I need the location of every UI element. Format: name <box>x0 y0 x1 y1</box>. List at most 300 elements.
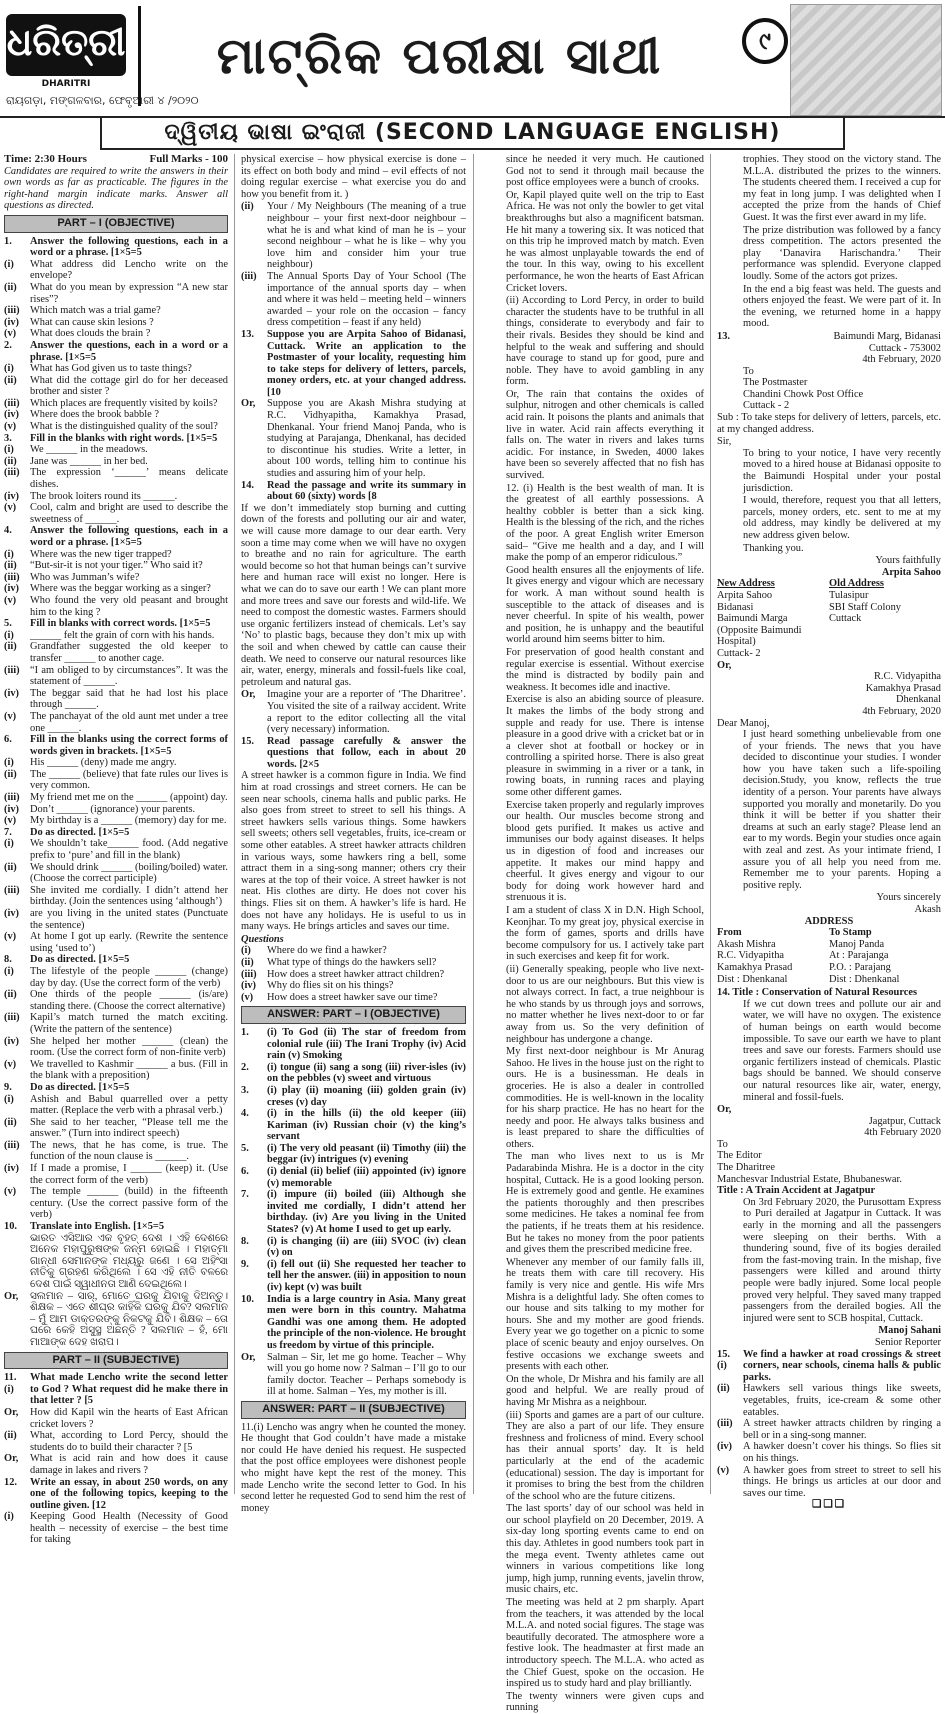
item-number: (i) <box>4 629 14 641</box>
paragraph: The prize distribution was followed by a fancy dress competition. The actors presented the play ‘Danavira Harischandra.’ Their performance was splendid. Everyone clapped loudly. Some of the actors got prizes. <box>743 224 941 282</box>
item-text: A hawker doesn’t cover his things. So flies sit on his things. <box>743 1441 941 1464</box>
question-item <box>4 595 228 618</box>
question-item <box>4 456 228 468</box>
item-number: (ii) <box>4 281 17 293</box>
item-text: (i) play (ii) moaning (iii) golden grain (iv) creses (v) day <box>267 1084 466 1108</box>
question-item <box>4 340 228 363</box>
instructions: Candidates are required to write the answers in their own words as far as practicable. The figures in the right-hand margin indicate marks. Answer all questions as directed. <box>4 165 228 212</box>
question-item <box>4 525 228 548</box>
item-number: (i) <box>4 548 14 560</box>
item-number: (ii) <box>241 956 254 968</box>
item-text: How does a street hawker save our time? <box>267 991 438 1003</box>
question-item <box>4 792 228 804</box>
item-number: (ii) <box>241 201 254 213</box>
question-item <box>4 421 228 433</box>
item-text: The panchayat of the old aunt met under a tree one ______. <box>30 710 228 734</box>
question-item <box>4 549 228 561</box>
item-text: The lifestyle of the people ______ (change) day by day. (Use the correct form of the verb) <box>30 965 228 989</box>
address-cell <box>829 648 941 660</box>
paragraph: The twenty winners were given cups and running <box>506 1690 704 1714</box>
question-item <box>4 1430 228 1453</box>
item-number: 5. <box>241 1142 249 1154</box>
item-text: One thirds of the people ______ (is/are) standing there. (Choose the correct alternative) <box>30 989 228 1012</box>
item-text: The Annual Sports Day of Your School (The importance of the annual sports day – when and where it was held – meeting held – winners awarded – your role on the occasion – fancy dress competition – feast if any held) <box>267 270 466 329</box>
item-text: Do as directed. [1×5=5 <box>30 1081 130 1093</box>
letter-closing: Yours faithfully <box>875 555 941 567</box>
question-item <box>4 630 228 642</box>
address-header <box>717 578 941 590</box>
passage-summary: If we don’t immediately stop burning and cutting down of the forests and polluting our air and water, we will cause more damage to our dear earth. Very soon a time may come when we will have no oxygen to breathe and no rain for agriculture. The earth would become so hot that human beings can’t survive here and human race will exist no longer. Here is what we can do to save our earth ! We can plant more and more trees and save our forests and wild-life. We need to compost the domestic wastes. Farmers should use organic fertilizers instead of chemicals. Let’s say ‘No’ to plastic bags, because they don’t mix up with the soil and when chewed by cattle can cause their death. We need to conserve our natural resources like air, water, energy, minerals and fossil-fuels like coal, petroleum and natural gas. <box>241 502 466 688</box>
item-number: (iii) <box>241 968 257 980</box>
address-row <box>717 927 941 939</box>
question-item <box>241 992 466 1004</box>
paragraph: Whenever any member of our family falls ill, he treats them with care till recovery. His family is very nice and gentle. His wife Mrs Mishra is a delightful lady. She often comes to our house and sits talking to my mother for hours. She and my mother are good friends. Every year we go together on a picnic to some place of scenic beauty and enjoy ourselves. On festive occasions we exchange sweets and presents with each other. <box>506 1256 704 1373</box>
item-number: (iii) <box>4 1012 20 1024</box>
item-number: (v) <box>717 1464 730 1476</box>
address-table <box>717 578 941 659</box>
item-number: (v) <box>4 328 17 340</box>
item-text: The news, that he has come, is true. The function of the noun clause is ______. <box>30 1139 228 1163</box>
question-item <box>241 736 466 771</box>
item-text: ______ felt the grain of corn with his hands. <box>30 629 215 641</box>
address-cell: Bidanasi <box>717 601 754 613</box>
question-item <box>241 1189 466 1235</box>
item-text: We ______ in the meadows. <box>30 444 148 456</box>
item-text: A hawker goes from street to street to sell his things. He brings us articles at our door and saves our time. <box>743 1464 941 1499</box>
item-number: (ii) <box>4 768 17 780</box>
text-line: 4th February, 2020 <box>862 705 941 717</box>
item-text: The expression ‘______’ means delicate dishes. <box>30 467 228 491</box>
question-item <box>4 1233 228 1291</box>
paragraph: Good health ensures all the enjoyments of life. It gives energy and vigour which are necessary for work. A man without sound health is susceptible to the attack of diseases and is never cheerful. In spite of his wealth, power and position, he is unhappy and the beautiful world around him seems bitter to him. <box>506 564 704 646</box>
question-item <box>4 885 228 908</box>
letter-from: Baimundi Marg, Bidanasi <box>833 330 941 342</box>
paragraph: Exercise taken properly and regularly improves our health. Our muscles become strong and blood gets purified. It makes us active and immunises our body against diseases. It helps us in digestion of food and increases our appetite. It makes our mind happy and cheerful. It gives energy and vigour to our body for doing work however hard and strenuous it is. <box>506 799 704 904</box>
item-text: What did the cottage girl do for her deceased brother and sister ? <box>30 374 228 398</box>
item-number: 14. <box>241 479 254 491</box>
item-text: His ______ (deny) made me angry. <box>30 757 177 769</box>
question-item <box>4 1059 228 1082</box>
item-number: (iii) <box>4 467 20 479</box>
report-recipient <box>717 1139 941 1185</box>
page-title: ମାଟ୍ରିକ ପରୀକ୍ଷା ସାଥୀ <box>138 6 738 106</box>
text-line: Jagatpur, Cuttack <box>868 1115 941 1127</box>
item-number: (v) <box>4 421 17 433</box>
question-item <box>4 363 228 375</box>
address-row <box>717 613 941 625</box>
item-text: We shouldn’t take______ food. (Add negative prefix to ‘pure’ and fill in the blank) <box>30 838 228 862</box>
item-number: (iii) <box>4 1139 20 1151</box>
question-item <box>717 1383 941 1418</box>
item-text: Where was the beggar working as a singer? <box>30 583 211 595</box>
letter2-salutation: Dear Manoj, <box>717 717 770 729</box>
item-number: Or, <box>241 689 256 701</box>
question-item <box>4 1012 228 1035</box>
part-2-heading: PART – II (SUBJECTIVE) <box>4 1352 228 1370</box>
question-item <box>241 980 466 992</box>
item-number: (iv) <box>4 687 20 699</box>
question-item <box>4 560 228 572</box>
item-number: 4. <box>4 525 12 537</box>
address-cell: (Opposite Baimundi Hospital) <box>717 624 802 648</box>
item-number: Or, <box>4 1453 19 1465</box>
item-number: (i) <box>4 444 14 456</box>
paragraph: Thanking you. <box>743 542 804 554</box>
paragraph: The man who lives next to us is Mr Padarabinda Mishra. He is a doctor in the city hospital, Cuttack. He is a good looking person. He is extremely good and gentle. He examines the patients thoroughly and then prescribes some medicines. He takes a nominal fee from the patients, if he treats them at his residence. But he takes no money from the poor patients and gives them the prescribed medicine free. <box>506 1151 704 1256</box>
item-text: We find a hawker at road crossings & street corners, near schools, cinema halls & public parks. <box>743 1348 941 1383</box>
item-text: are you living in the united states (Punctuate the sentence) <box>30 908 228 931</box>
item-text: Suppose you are Arpita Sahoo of Bidanasi, Cuttack. Write an application to the Postmaster of your locality, requesting him to take steps for delivery of letters, parcels, money orders, etc. at your changed address. [10 <box>267 328 466 398</box>
item-number: (ii) <box>4 989 17 1001</box>
question-item <box>241 1236 466 1259</box>
question-item <box>4 1291 228 1349</box>
question-item <box>4 1082 228 1094</box>
item-text: If I made a promise, I ______ (keep) it. (Use the correct form of the verb) <box>30 1163 228 1186</box>
question-item <box>717 1465 941 1500</box>
paragraph: (ii) Generally speaking, people who live next-door to us are our neighbours. But this view is not always correct. In fact, a true neighbour is he who stands by us through joys and sorrows, no matter whether he lives next-door to or far away from us. So the very definition of neighbour has undergone a change. <box>506 963 704 1045</box>
report-body: On 3rd February 2020, the Purusottam Express to Puri derailed at Jagatpur in Cuttack. It was early in the morning and all the passengers were sleeping on their berths. With a thundering sound, five of its bogies derailed from the fast-moving train. In the mishap, five passengers were killed and around thirty people were badly injured. Some local people proved very helpful. They saved many trapped passengers from the derailed bogies. All the injured were sent to SCB hospital, Cuttack. <box>743 1196 941 1324</box>
question-item <box>4 409 228 421</box>
item-number: (iii) <box>241 270 257 282</box>
item-number: (iii) <box>4 884 20 896</box>
letter2-body: I just heard something unbelievable from one of your friends. The news that you have decided to discontinue your studies. I wonder how you have taken such a life-spoiling decision.Study, you know, reflects the true identity of a person. Your parents have always supported you morally and monetarily. Do you think it will be better if you shatter their dreams at such an early stage? Please lend an ear to my words. Begin your studies once again with zeal and zest. As your intimate friend, I assure you of all help you need from me. Remember me to your parents. Hoping a positive reply. <box>743 729 941 891</box>
item-text: Fill in blanks with correct words. [1×5=5 <box>30 618 211 630</box>
item-number: 1. <box>4 235 12 247</box>
address-cell: Kamakhya Prasad <box>717 961 793 973</box>
time-label: Time: 2:30 Hours <box>4 153 87 165</box>
item-text: My birthday is a ______ (memory) day for me. <box>30 815 227 827</box>
answer-15-list <box>717 1349 941 1500</box>
address-row <box>717 648 941 660</box>
item-number: (iv) <box>4 1035 20 1047</box>
address-row <box>717 974 941 986</box>
letter-date: 4th February, 2020 <box>862 354 941 366</box>
item-number: (i) <box>4 965 14 977</box>
address-cell: Baimundi Marga <box>717 613 788 625</box>
item-number: 5. <box>4 618 12 630</box>
question-item <box>717 1418 941 1441</box>
address-cell: Cuttack <box>829 613 862 625</box>
item-number: (ii) <box>4 861 17 873</box>
question-item <box>241 689 466 735</box>
salutation: Sir, <box>717 436 732 448</box>
item-text: What made Lencho write the second letter to God ? What request did he make there in that letter ? [5 <box>30 1372 228 1407</box>
item-number: (v) <box>4 1186 17 1198</box>
address-heading: New Address <box>717 578 775 590</box>
or-label: Or, <box>717 659 732 671</box>
question-item <box>4 1140 228 1163</box>
item-text: Read passage carefully & answer the questions that follow, each in about 20 words. [2×5 <box>267 735 466 770</box>
item-text: (i) To God (ii) The star of freedom from colonial rule (iii) The Irani Trophy (iv) Acid rain (v) Smoking <box>267 1026 466 1062</box>
item-text: “I am obliged to by circumstances”. It was the statement of ______. <box>30 664 228 688</box>
item-text: (i) tongue (ii) sang a song (iii) river-isles (iv) on the pebbles (v) sweet and virtuous <box>267 1061 466 1085</box>
item-number: (iv) <box>4 1163 20 1175</box>
question-item <box>4 375 228 398</box>
item-text: (i) The very old peasant (ii) Timothy (iii) the beggar (iv) intrigues (v) evening <box>267 1142 466 1166</box>
newspaper-logo: ଧରିତ୍ରୀ DHARITRI <box>6 14 126 76</box>
reporter-name: Manoj Sahani <box>878 1325 941 1337</box>
item-text: What, according to Lord Percy, should the students do to build their character ? [5 <box>30 1430 228 1453</box>
question-list-2 <box>4 1372 228 1546</box>
question-item <box>241 398 466 479</box>
question-item <box>4 305 228 317</box>
masthead <box>0 0 945 118</box>
answer-part-1-heading: ANSWER: PART – I (OBJECTIVE) <box>241 1006 466 1024</box>
item-text: Kapil’s match turned the match exciting. (Write the pattern of the sentence) <box>30 1012 228 1035</box>
item-number: 8. <box>4 954 12 966</box>
paragraph: (ii) According to Lord Percy, in order to build character the students have to be truthful in all things, considerate to everybody and fair to their rivals. Besides they should be kind and helpful to the weak and suffering and should have courage to stand up for good, pure and noble. They have to avoid gambling in any form. <box>506 295 704 388</box>
letter2-closing: Yours sincerely <box>876 892 941 904</box>
item-text: My friend met me on the ______ (appoint) day. <box>30 792 228 804</box>
paragraph: Exercise is also an abiding source of pleasure. It makes the limbs of the body strong and supple and ready for use. There is intense pleasure in a good drive with a cricket bat or in a clever shot at football or hockey or in controlling a spirited horse. There is also great pleasure in swimming in a river or a tank, in rowing boats, in running races and playing some other different games. <box>506 694 704 799</box>
paragraph: trophies. They stood on the victory stand. The M.L.A. distributed the prizes to the winners. The students cheered them. I received a cup for my feat in long jump. I was delighted when I accepted the prize from the hands of Chief Guest. It was the first ever award in my life. <box>743 154 941 223</box>
item-number: (iv) <box>717 1441 733 1453</box>
item-text: Translate into English. [1×5=5 <box>30 1221 165 1233</box>
question-item <box>241 1062 466 1085</box>
column-1 <box>4 153 228 1546</box>
item-number: 10. <box>4 1221 17 1233</box>
item-number: (iv) <box>4 803 20 815</box>
letter-signature: Arpita Sahoo <box>881 566 941 578</box>
item-text: Who found the very old peasant and brought him to the king ? <box>30 594 228 618</box>
question-item <box>4 282 228 305</box>
item-number: (i) <box>4 258 14 270</box>
item-number: (i) <box>4 757 14 769</box>
item-text: Who was Jumman’s wife? <box>30 571 140 583</box>
question-item <box>4 1453 228 1476</box>
item-number: (v) <box>4 502 17 514</box>
item-number: (iv) <box>4 908 20 919</box>
item-number: Or, <box>4 1290 19 1302</box>
item-number: 15. (i) <box>717 1348 730 1372</box>
item-number: (iii) <box>717 1418 733 1430</box>
item-number: 11.(i) <box>4 1372 17 1395</box>
address-row <box>717 950 941 962</box>
question-item <box>4 989 228 1012</box>
paragraph: since he needed it very much. He cautioned God not to send it through mail because the post office employees were a bunch of crooks. <box>506 154 704 189</box>
students-photo <box>790 4 942 116</box>
item-number: Or, <box>241 1351 256 1363</box>
item-text: Which match was a trial game? <box>30 305 161 317</box>
question-item <box>4 908 228 931</box>
question-item <box>4 827 228 839</box>
address-cell: Cuttack- 2 <box>717 647 761 659</box>
letter-city: Cuttack - 753002 <box>868 342 941 354</box>
paragraph: I am a student of class X in D.N. High School, Keonjhar. To my great joy, physical exercise in the form of games, sports and drills have become compulsory for us. I actively take part in such exercises and keep fit for work. <box>506 905 704 963</box>
question-item <box>4 572 228 584</box>
item-number: 6. <box>241 1166 249 1178</box>
hawker-questions <box>241 945 466 1003</box>
text-line: Cuttack - 2 <box>743 400 790 412</box>
item-number: (iv) <box>241 980 257 992</box>
question-item <box>4 1221 228 1233</box>
text-line: To <box>717 1138 728 1150</box>
item-text: Your / My Neighbours (The meaning of a true neighbour – your first next-door neighbour – what he is and what kind of man he is – your second neighbour – what he is like – why you love him and consider him your true neighbour) <box>267 201 466 271</box>
letter-subject: Sub : To take steps for delivery of letters, parcels, etc. at my changed address. <box>717 412 941 435</box>
item-text: (i) denial (ii) belief (iii) appointed (iv) ignore (v) memorable <box>267 1166 466 1189</box>
item-number: 3. <box>241 1084 249 1096</box>
paragraph: In the end a big feast was held. The guests and others enjoyed the feast. We were part of it. In the evening, we returned home in a happy mood. <box>743 283 941 330</box>
question-item <box>241 1027 466 1062</box>
question-item <box>4 815 228 827</box>
question-list <box>241 201 466 502</box>
item-number: (iii) <box>4 664 20 676</box>
question-item <box>4 1163 228 1186</box>
item-number: (ii) <box>4 1116 17 1128</box>
reporter-role: Senior Reporter <box>874 1336 941 1348</box>
item-number: (ii) <box>4 641 17 653</box>
question-item <box>241 480 466 503</box>
question-item <box>241 1166 466 1189</box>
item-text: She helped her mother ______ (clean) the room. (Use the correct form of non-finite verb) <box>30 1035 228 1059</box>
item-text: How does a street hawker attract children? <box>267 968 445 980</box>
subject-heading: ଦ୍ୱିତୀୟ ଭାଷା ଇଂରାଜୀ (SECOND LANGUAGE ENGLISH) <box>100 118 845 150</box>
column-3 <box>480 154 704 1714</box>
address-cell: Tulasipur <box>829 589 869 601</box>
item-number: (i) <box>4 838 14 850</box>
column-rule <box>234 154 235 1494</box>
question-item <box>4 236 228 259</box>
item-text: Hawkers sell various things like sweets, vegetables, fruits, ice-cream & some other eatables. <box>743 1383 941 1418</box>
item-number: (v) <box>241 991 254 1003</box>
question-item <box>4 317 228 329</box>
paragraph: I would, therefore, request you that all letters, parcels, money orders, etc. sent to me at my old address, may kindly be delivered at my new address given below. <box>743 495 941 541</box>
item-number: 4. <box>241 1108 249 1120</box>
question-item <box>4 1407 228 1430</box>
item-text: Answer the following questions, each in a word or a phrase. [1×5=5 <box>30 525 228 548</box>
question-item <box>4 1477 228 1512</box>
letter2-from <box>717 671 941 717</box>
item-text: What has God given us to taste things? <box>30 363 192 375</box>
address-cell: From <box>717 927 742 939</box>
item-text: The beggar said that he had lost his place through ______. <box>30 687 228 711</box>
question-item <box>4 467 228 490</box>
item-text: Do as directed. [1×5=5 <box>30 826 130 838</box>
item-number: (iii) <box>4 397 20 409</box>
question-item <box>241 1108 466 1143</box>
item-text: The ______ (believe) that fate rules our lives is very common. <box>30 768 228 792</box>
item-text: What type of things do the hawkers sell? <box>267 956 437 968</box>
paragraph: For preservation of good health constant and regular exercise is essential. Without exercise the mind is distracted by bodily pain and weakness. It becomes idle and inactive. <box>506 646 704 693</box>
item-number: (v) <box>4 931 17 943</box>
question-item <box>717 1349 941 1384</box>
text-line: To <box>743 365 754 377</box>
item-text: Where does the brook babble ? <box>30 409 159 421</box>
item-number: (iii) <box>4 792 20 804</box>
item-text: Salman – Sir, let me go home. Teacher – Why will you go home now ? Salman – I’ll go to our family doctor. Teacher – Perhaps somebody is ill at home. Salman – Yes, my mother is ill. <box>267 1351 466 1398</box>
item-number: 8. <box>241 1235 249 1247</box>
question-item <box>241 969 466 981</box>
item-number: Or, <box>241 398 256 410</box>
text-line: The Editor <box>717 1150 762 1162</box>
end-mark: ❑❑❑ <box>812 1499 846 1511</box>
item-text: Write an essay, in about 250 words, on any one of the following topics, keeping to the outline given. [12 <box>30 1476 228 1511</box>
answer-list <box>241 1027 466 1398</box>
address-cell: Dist : Dhenkanal <box>829 973 900 985</box>
letter-body <box>717 448 941 554</box>
question-item <box>4 665 228 688</box>
item-text: “But-sir-it is not your tiger.” Who said it? <box>30 560 203 572</box>
item-text: Jane was ______ in her bed. <box>30 455 148 467</box>
item-text: What address did Lencho write on the envelope? <box>30 258 228 282</box>
essay-outline: physical exercise – how physical exercise is done – its effect on both body and mind – evil effects of not doing regular exercise – what exercise you do and how you benefit from it. ) <box>241 154 466 200</box>
text-line: The Postmaster <box>743 377 808 389</box>
item-text: India is a large country in Asia. Many great men were born in this country. Mahatma Gandhi was one among them. He adopted the principle of the non-violence. He brought us freedom by virtue of this principle. <box>267 1293 466 1351</box>
date-line: ରାୟଗଡ଼ା, ମଙ୍ଗଳବାର, ଫେବୃଆରୀ ୪ /୨୦୨୦ <box>6 94 199 107</box>
question-item <box>4 328 228 340</box>
answer-paragraphs <box>480 154 704 1714</box>
column-rule <box>473 154 474 1494</box>
question-item <box>4 688 228 711</box>
item-number: (i) <box>4 363 14 375</box>
address-row <box>717 939 941 951</box>
item-number: (iv) <box>4 490 20 502</box>
item-text: What is acid rain and how does it cause damage in lakes and rivers ? <box>30 1453 228 1476</box>
report-from <box>717 1116 941 1139</box>
question-item <box>4 838 228 861</box>
page-number: ୯ <box>742 18 788 64</box>
item-number: (i) <box>4 1093 14 1105</box>
item-number: 1. <box>241 1026 249 1038</box>
summary-text: If we cut down trees and pollute our air and water, we will have no oxygen. The existence of human beings on earth would become impossible. To save our earth we have to plant trees and save our forests. Farmers should use organic fertilizers instead of chemicals. Plastic bags should be banned. We should conserve our natural resources like air, water, energy, mineral and fossil-fuels. <box>743 998 941 1103</box>
question-item <box>4 259 228 282</box>
q13-number: 13. <box>717 330 730 342</box>
address-label: ADDRESS <box>804 915 854 927</box>
paragraph: Or, The rain that contains the oxides of sulphur, nitrogen and other chemicals is called acid rain. It poisons the plants and animals that live in water. Acid rain affects everything it falls on. The water in rivers and lakes turns acidic. For instance, in Sweden, 4000 lakes have been so severely affected that no fish has survived. <box>506 388 704 482</box>
question-item <box>4 641 228 664</box>
question-item <box>4 1511 228 1546</box>
question-item <box>241 1294 466 1352</box>
item-text: Fill in the blanks with right words. [1×5=5 <box>30 432 218 444</box>
item-number: (iii) <box>4 305 20 317</box>
text-line: 4th February 2020 <box>864 1127 941 1139</box>
item-text: ସଲମାନ – ସାର୍, ମୋତେ ଘରକୁ ଯିବାକୁ ଦିଅନ୍ତୁ। ଶିକ୍ଷକ – ଏତେ ଶୀଘ୍ର କାହିଁକି ଘରକୁ ଯିବ? ସଲମାନ – ମୁଁ ଆମ ଡାକ୍ତରଙ୍କୁ ନିକଟକୁ ଯିବି। ଶିକ୍ଷକ – ତୋ ଘରେ କେହି ଅସୁସ୍ଥ ଅଛନ୍ତି ? ସଲମାନ – ହଁ, ମୋ ମାଆଙ୍କ ଦେହ ଖରାପ। <box>30 1290 228 1348</box>
address-cell: R.C. Vidyapitha <box>717 950 785 962</box>
address-cell: Manoj Panda <box>829 938 885 950</box>
item-text: (i) is changing (ii) are (iii) SVOC (iv) clean (v) on <box>267 1235 466 1259</box>
item-number: 9. <box>241 1258 249 1270</box>
item-number <box>4 1233 26 1291</box>
paragraph: The meeting was held at 2 pm sharply. Apart from the teachers, it was attended by the local M.L.A. and noted social figures. The stage was beautifully decorated. The atmosphere wore a festive look. The headmaster at first made an introductory speech. The M.L.A. who acted as the Chief Guest, spoke on the occasion. He inspired us to study hard and play brilliantly. <box>506 1597 704 1690</box>
paragraph: (iii) Sports and games are a part of our culture. They are also a part of our life. They ensure freshness and frolicness of mind. Every school has their annual sports’ day. It is held particularly at the end of the academic (educational) session. The day is important for it promises to bring the best from the children of the school who are the future citizens. <box>506 1409 704 1502</box>
item-text: Read the passage and write its summary in about 60 (sixty) words [8 <box>267 479 466 503</box>
question-item <box>4 711 228 734</box>
passage-hawker: A street hawker is a common figure in India. We find him at road crossings and street corners. He can be seen near schools, cinema halls and public parks. He also goes from street to street to sell his things. A street hawkers sells various things. Some hawkers sell sweets; others sell vegetables, fruits, ice-cream or some other eatables. A street hawker attracts children in various ways, some hawkers ring a bell, some attract them in a sing-song manner; others cry their wares at the top of their voice. A street hawker is not neat. His clothes are dirty. He does not cover his things. Flies sit on them. A hawker’s life is hard. He does not have any holidays. He is useful to us in many ways. He brings articles and saves our time. <box>241 770 466 933</box>
part-1-heading: PART – I (OBJECTIVE) <box>4 215 228 233</box>
address-cell: To Stamp <box>829 927 872 939</box>
column-2 <box>241 154 466 1514</box>
item-text: The brook loiters round its ______. <box>30 490 178 502</box>
text-line: R.C. Vidyapitha <box>873 671 941 683</box>
item-text: Keeping Good Health (Necessity of Good health – necessity of exercise – the best time for taking <box>30 1511 228 1546</box>
question-list <box>4 236 228 1349</box>
letter2-signature: Akash <box>914 904 941 915</box>
answer-11: 11.(i) Lencho was angry when he counted the money. He thought that God couldn’t have made a mistake nor could He have denied his request. He suspected that the post office employees were dishonest people who might have kept the rest of the money. This made Lencho write the second letter to God. In his second letter he requested God to send him the rest of money <box>241 1421 466 1514</box>
question-item <box>241 1143 466 1166</box>
address-row <box>717 962 941 974</box>
item-text: What can cause skin lesions ? <box>30 316 154 328</box>
item-number: (ii) <box>4 560 17 572</box>
question-item <box>241 271 466 329</box>
text-line: Manchesvar Industrial Estate, Bhubaneswar. <box>717 1173 902 1185</box>
question-item <box>4 491 228 503</box>
item-text: The temple ______ (build) in the fifteenth century. (Use the correct passive form of the verb) <box>30 1186 228 1221</box>
item-text: Do as directed. [1×5=5 <box>30 954 130 966</box>
question-item <box>4 1372 228 1407</box>
item-text: Why do flies sit on his things? <box>267 980 394 992</box>
question-item <box>4 444 228 456</box>
question-item <box>4 583 228 595</box>
